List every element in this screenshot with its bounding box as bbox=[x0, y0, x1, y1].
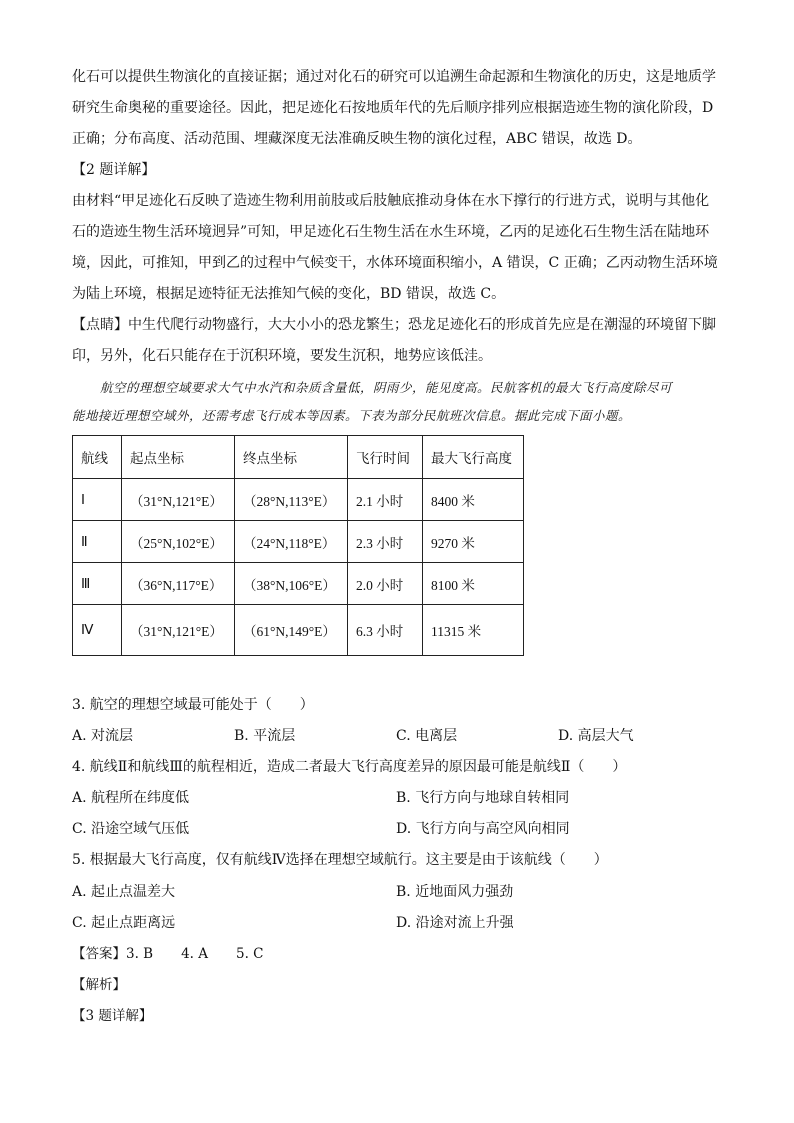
option-b[interactable]: B. 近地面风力强劲 bbox=[396, 884, 514, 900]
table-cell: （28°N,113°E） bbox=[235, 479, 348, 521]
question-4-options-row2 bbox=[72, 814, 732, 845]
section-heading: 【2 题详解】 bbox=[72, 162, 156, 178]
table-header: 起点坐标 bbox=[122, 436, 235, 479]
text-line: 由材料“甲足迹化石反映了造迹生物利用前肢或后肢触底推动身体在水下撑行的行进方式，说明与其他化 bbox=[72, 193, 710, 209]
table-header: 最大飞行高度 bbox=[423, 436, 524, 479]
table-cell: 2.3 小时 bbox=[348, 521, 423, 563]
table-cell: （38°N,106°E） bbox=[235, 563, 348, 605]
answer-label: 【答案】 bbox=[72, 946, 126, 962]
table-cell: Ⅰ bbox=[73, 479, 122, 521]
intro-line: 航空的理想空域要求大气中水汽和杂质含量低，阴雨少，能见度高。民航客机的最大飞行高度除尽可 bbox=[100, 380, 673, 395]
option-c[interactable]: C. 起止点距离远 bbox=[72, 915, 176, 931]
table-cell: 2.1 小时 bbox=[348, 479, 423, 521]
table-row bbox=[73, 479, 524, 521]
text-line: 为陆上环境，根据足迹特征无法推知气候的变化，BD 错误，故选 C。 bbox=[72, 286, 506, 302]
table-row bbox=[73, 605, 524, 656]
option-d[interactable]: D. 高层大气 bbox=[558, 728, 634, 744]
question-4-options-row1 bbox=[72, 783, 732, 814]
answer-item: 4. A bbox=[181, 946, 209, 962]
table-row bbox=[73, 521, 524, 563]
option-a[interactable]: A. 对流层 bbox=[72, 728, 134, 744]
flight-info-table bbox=[72, 435, 524, 656]
table-cell: （31°N,121°E） bbox=[122, 605, 235, 656]
text-line: 【点睛】中生代爬行动物盛行，大大小小的恐龙繁生；恐龙足迹化石的形成首先应是在潮湿的环境留下脚 bbox=[72, 317, 716, 333]
table-row bbox=[73, 563, 524, 605]
option-d[interactable]: D. 沿途对流上升强 bbox=[396, 915, 514, 931]
text-line: 化石可以提供生物演化的直接证据；通过对化石的研究可以追溯生命起源和生物演化的历史，这是地质学 bbox=[72, 69, 716, 85]
table-header: 航线 bbox=[73, 436, 122, 479]
question-5-options-row2 bbox=[72, 908, 732, 939]
answer-item: 3. B bbox=[126, 946, 154, 962]
explanation-block bbox=[72, 62, 724, 372]
question-stem: 3. 航空的理想空域最可能处于（ ） bbox=[72, 697, 314, 713]
table-cell: （25°N,102°E） bbox=[122, 521, 235, 563]
table-cell: （36°N,117°E） bbox=[122, 563, 235, 605]
question-5 bbox=[72, 845, 732, 876]
table-cell: 6.3 小时 bbox=[348, 605, 423, 656]
text-line: 石的造迹生物生活环境迥异”可知，甲足迹化石生物生活在水生环境，乙丙的足迹化石生物生活在陆地环 bbox=[72, 224, 710, 240]
answer-item: 5. C bbox=[236, 946, 264, 962]
table-cell: 11315 米 bbox=[423, 605, 524, 656]
option-b[interactable]: B. 飞行方向与地球自转相同 bbox=[396, 790, 570, 806]
detail-label: 【3 题详解】 bbox=[72, 1008, 153, 1024]
table-cell: Ⅳ bbox=[73, 605, 122, 656]
text-line: 研究生命奥秘的重要途径。因此，把足迹化石按地质年代的先后顺序排列应根据造迹生物的演化阶段，D bbox=[72, 100, 714, 116]
answer-line bbox=[72, 939, 264, 970]
analysis-label: 【解析】 bbox=[72, 977, 126, 993]
text-line: 印，另外，化石只能存在于沉积环境，要发生沉积，地势应该低洼。 bbox=[72, 348, 492, 364]
question-3 bbox=[72, 690, 732, 721]
table-cell: （24°N,118°E） bbox=[235, 521, 348, 563]
question-stem: 5. 根据最大飞行高度，仅有航线Ⅳ选择在理想空域航行。这主要是由于该航线（ ） bbox=[72, 852, 608, 868]
question-4 bbox=[72, 752, 732, 783]
option-c[interactable]: C. 沿途空域气压低 bbox=[72, 821, 190, 837]
option-d[interactable]: D. 飞行方向与高空风向相同 bbox=[396, 821, 570, 837]
table-cell: （61°N,149°E） bbox=[235, 605, 348, 656]
table-cell: Ⅱ bbox=[73, 521, 122, 563]
table-cell: 9270 米 bbox=[423, 521, 524, 563]
text-line: 境，因此，可推知，甲到乙的过程中气候变干，水体环境面积缩小，A 错误，C 正确；乙丙动物生活环境 bbox=[72, 255, 718, 271]
table-header: 终点坐标 bbox=[235, 436, 348, 479]
option-b[interactable]: B. 平流层 bbox=[234, 728, 296, 744]
table-header: 飞行时间 bbox=[348, 436, 423, 479]
option-c[interactable]: C. 电离层 bbox=[396, 728, 458, 744]
material-intro bbox=[72, 374, 724, 430]
table-cell: 8100 米 bbox=[423, 563, 524, 605]
table-cell: 2.0 小时 bbox=[348, 563, 423, 605]
intro-line: 能地接近理想空域外，还需考虑飞行成本等因素。下表为部分民航班次信息。据此完成下面小题。 bbox=[72, 408, 632, 423]
question-5-options-row1 bbox=[72, 877, 732, 908]
text-line: 正确；分布高度、活动范围、埋藏深度无法准确反映生物的演化过程，ABC 错误，故选 D。 bbox=[72, 131, 642, 147]
table-cell: （31°N,121°E） bbox=[122, 479, 235, 521]
option-a[interactable]: A. 航程所在纬度低 bbox=[72, 790, 190, 806]
table-header-row bbox=[73, 436, 524, 479]
question-stem: 4. 航线Ⅱ和航线Ⅲ的航程相近，造成二者最大飞行高度差异的原因最可能是航线Ⅱ（ ） bbox=[72, 759, 627, 775]
question-3-options bbox=[72, 721, 732, 752]
table-cell: Ⅲ bbox=[73, 563, 122, 605]
option-a[interactable]: A. 起止点温差大 bbox=[72, 884, 176, 900]
table-cell: 8400 米 bbox=[423, 479, 524, 521]
